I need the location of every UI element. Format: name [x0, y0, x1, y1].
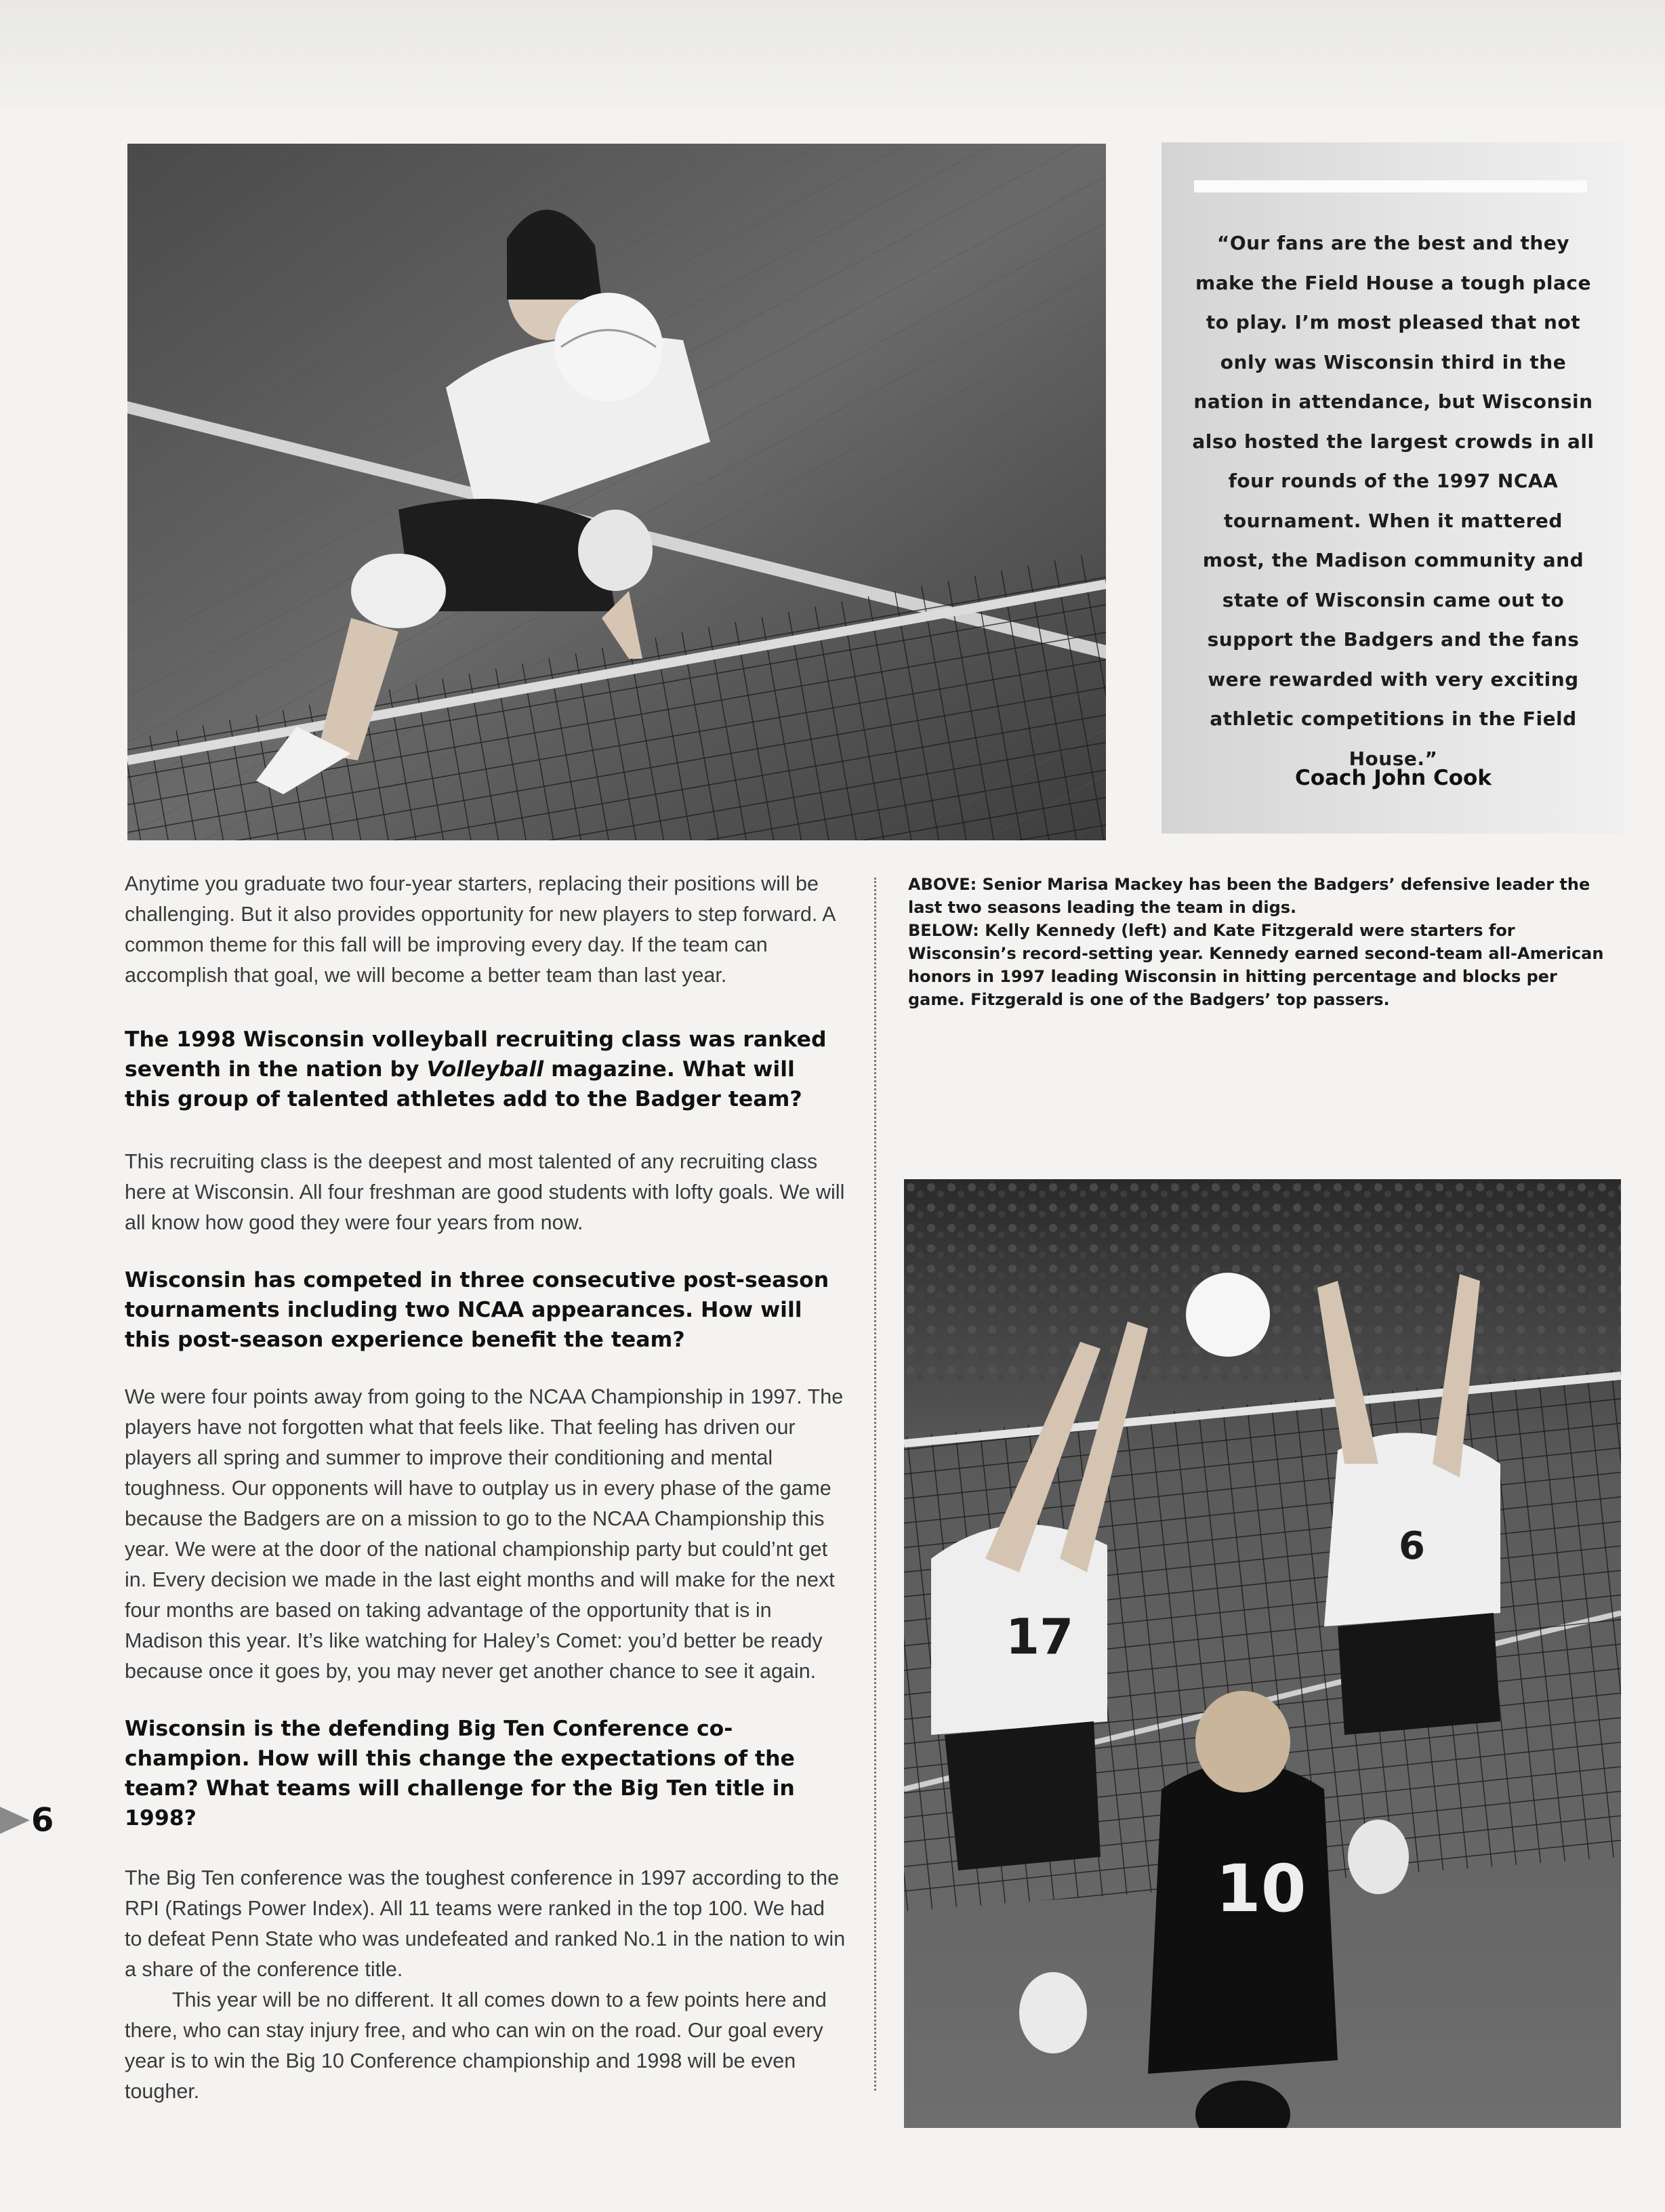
question-1-magazine: Volleyball — [426, 1057, 544, 1082]
quote-bar — [1194, 180, 1587, 192]
photo-dig — [127, 144, 1106, 840]
caption-below-label: BELOW: — [908, 921, 979, 940]
page-top-strip — [0, 0, 1665, 108]
article-intro: Anytime you graduate two four-year starters, replacing their positions will be challenging. But it also provides opportunity for new players to step forward. A common theme for this fall will be improving every day. If the team can accomplish that goal, we will become a better team than last year. — [125, 872, 835, 987]
column-divider — [874, 878, 876, 2091]
jersey-number-10: 10 — [1216, 1851, 1307, 1927]
answer-3-paragraph-1: The Big Ten conference was the toughest conference in 1997 according to the RPI (Ratings Power Index). All 11 teams were ranked in the top 100. We had to defeat Penn State who was undefeated and ranked No.1 in the nation to win a share of the conference title. — [125, 1866, 846, 1981]
question-1 — [125, 1025, 846, 1114]
answer-2: We were four points away from going to the NCAA Championship in 1997. The players have not forgotten what that feels like. That feeling has driven our players all spring and summer to improve their conditioning and mental toughness. Our opponents will have to outplay us in every phase of the game because the Badgers are on a mission to go to the NCAA Championship this year. We were at the door of the national championship party but could’nt get in. Every decision we made in the last eight months and will make for the next four months are based on taking advantage of the opportunity that is in Madison this year. It’s like watching for Haley’s Comet: you’d better be ready because once it goes by, you may never get another chance to see it again. — [125, 1385, 844, 1683]
answer-3-paragraph-2: This year will be no different. It all comes down to a few points here and there, who can stay injury free, and who can win on the road. Our goal every year is to win the Big 10 Conference championship and 1998 will be even tougher. — [125, 1988, 827, 2103]
quote-attribution: Coach John Cook — [1295, 766, 1492, 790]
caption-above-text: Senior Marisa Mackey has been the Badgers’ defensive leader the last two seasons leading the team in digs. — [908, 875, 1590, 917]
page-number: 6 — [31, 1801, 54, 1839]
article-body — [125, 869, 846, 2107]
question-1-part-a: The 1998 Wisconsin volleyball recruiting class was ranked seventh in the nation by — [125, 1027, 827, 1082]
caption-below-text: Kelly Kennedy (left) and Kate Fitzgerald were starters for Wisconsin’s record-setting year. Kennedy earned second-team all-American honors in 1997 leading Wisconsin in hitting percentage and blocks per game. Fitzgerald is one of the Badgers’ top passers. — [908, 921, 1604, 1009]
jersey-number-17: 17 — [1006, 1608, 1074, 1665]
caption-above-label: ABOVE: — [908, 875, 977, 894]
question-3: Wisconsin is the defending Big Ten Conference co-champion. How will this change the expectations of the team? What teams will challenge for the Big Ten title in 1998? — [125, 1717, 795, 1830]
photo-block — [904, 1179, 1621, 2128]
answer-1: This recruiting class is the deepest and most talented of any recruiting class here at Wisconsin. All four freshman are good students with lofty goals. We will all know how good they were four years from now. — [125, 1150, 845, 1234]
quote-box — [1162, 142, 1624, 834]
quote-text: “Our fans are the best and they make the Field House a tough place to play. I’m most pleased that not only was Wisconsin third in the nation in attendance, but Wisconsin also hosted the largest crowds in all four rounds of the 1997 NCAA tournament. When it mattered most, the Madison community and state of Wisconsin came out to support the Badgers and the fans were rewarded with very exciting athletic competitions in the Field House.” — [1192, 232, 1595, 770]
jersey-number-6: 6 — [1399, 1524, 1425, 1568]
question-1-part-b: magazine. What will this group of talented athletes add to the Badger team? — [125, 1057, 802, 1111]
question-2: Wisconsin has competed in three consecutive post-season tournaments including two NCAA appearances. How will this post-season experience benefit the team? — [125, 1268, 829, 1352]
photo-caption — [908, 873, 1613, 1011]
